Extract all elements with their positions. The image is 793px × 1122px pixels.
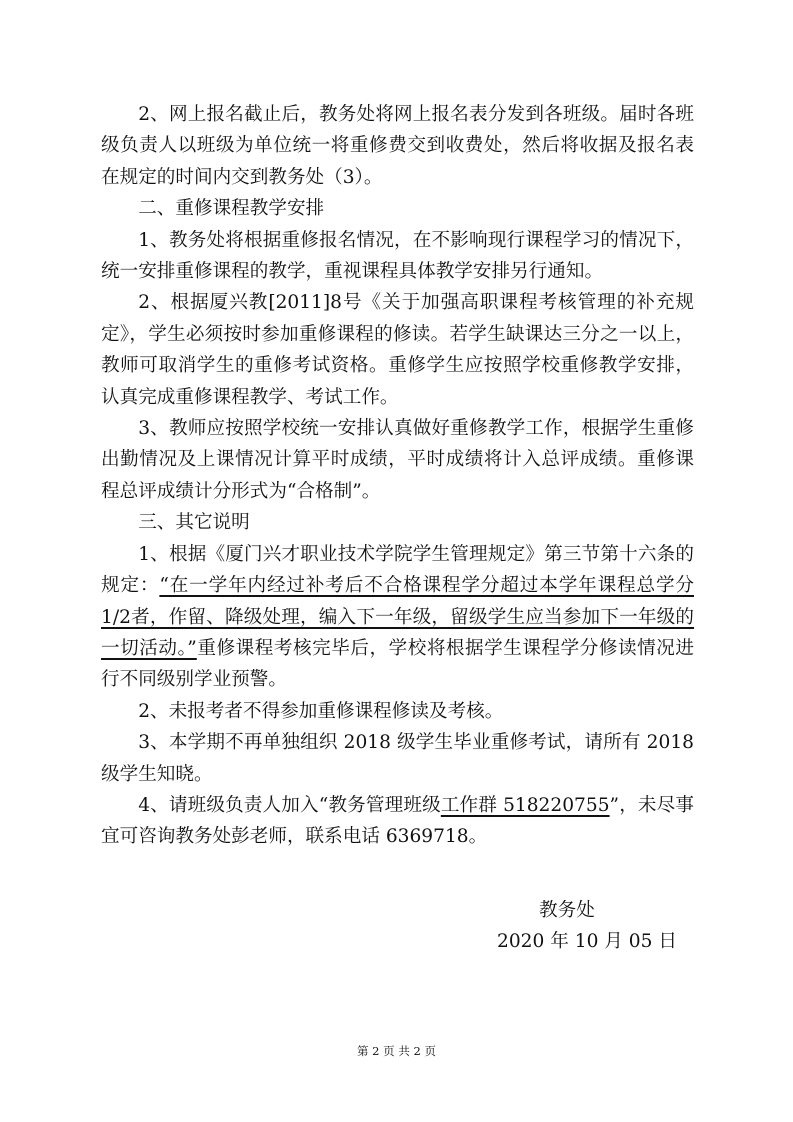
paragraph-3-1 (101, 539, 694, 696)
paragraph-1 (101, 99, 694, 193)
paragraph-3-4 (101, 790, 694, 853)
underlined-quote: “在一学年内经过补考后不合格课程学分超过本学年课程总学分 1/2者，作留、降级处理，编入下一年级，留级学生应当参加下一年级的一切活动。” (101, 575, 694, 659)
section-heading-3 (101, 507, 694, 538)
heading-text: 三、其它说明 (138, 512, 250, 534)
paragraph-3-3 (101, 727, 694, 790)
document-body (101, 99, 694, 853)
paragraph-text: 3、教师应按照学校统一安排认真做好重修教学工作，根据学生重修出勤情况及上课情况计算平时成绩，平时成绩将计入总评成绩。重修课程总评成绩计分形式为“合格制”。 (101, 418, 694, 502)
paragraph-3-2 (101, 696, 694, 727)
section-heading-2 (101, 193, 694, 224)
paragraph-text: 2、未报考者不得参加重修课程修读及考核。 (138, 700, 504, 722)
underlined-group-number: 工作群 518220755 (440, 794, 610, 816)
paragraph-2-3 (101, 413, 694, 507)
heading-text: 二、重修课程教学安排 (138, 198, 325, 220)
page-number: 第 2 页 共 2 页 (357, 1044, 436, 1058)
paragraph-text: 2、网上报名截止后，教务处将网上报名表分发到各班级。届时各班级负责人以班级为单位统一将重修费交到收费处，然后将收据及报名表在规定的时间内交到教务处（3）。 (101, 104, 694, 188)
paragraph-text: 2、根据厦兴教[2011]8号《关于加强高职课程考核管理的补充规定》，学生必须按时参加重修课程的修读。若学生缺课达三分之一以上，教师可取消学生的重修考试资格。重修学生应按照学校重修教学安排，认真完成重修课程教学、考试工作。 (101, 292, 694, 408)
signature-block (497, 895, 677, 958)
paragraph-2-2 (101, 287, 694, 413)
signature-department: 教务处 (539, 900, 595, 921)
paragraph-text: 1、教务处将根据重修报名情况，在不影响现行课程学习的情况下，统一安排重修课程的教学，重视课程具体教学安排另行通知。 (101, 229, 694, 283)
paragraph-tail: ”，未尽事宜可咨询教务处彭老师，联系电话 6369718。 (101, 794, 694, 848)
paragraph-lead: 1、根据《厦门兴才职业技术学院学生管理规定》第三节第十六条的规定： (101, 543, 694, 597)
page-footer (0, 1043, 793, 1059)
paragraph-2-1 (101, 225, 694, 288)
paragraph-text: 3、本学期不再单独组织 2018 级学生毕业重修考试，请所有 2018 级学生知晓。 (101, 732, 694, 785)
signature-date: 2020 年 10 月 05 日 (497, 931, 677, 953)
paragraph-lead: 4、请班级负责人加入“教务管理班级 (138, 794, 441, 816)
paragraph-tail: 重修课程考核完毕后，学校将根据学生课程学分修读情况进行不同级别学业预警。 (101, 637, 694, 691)
